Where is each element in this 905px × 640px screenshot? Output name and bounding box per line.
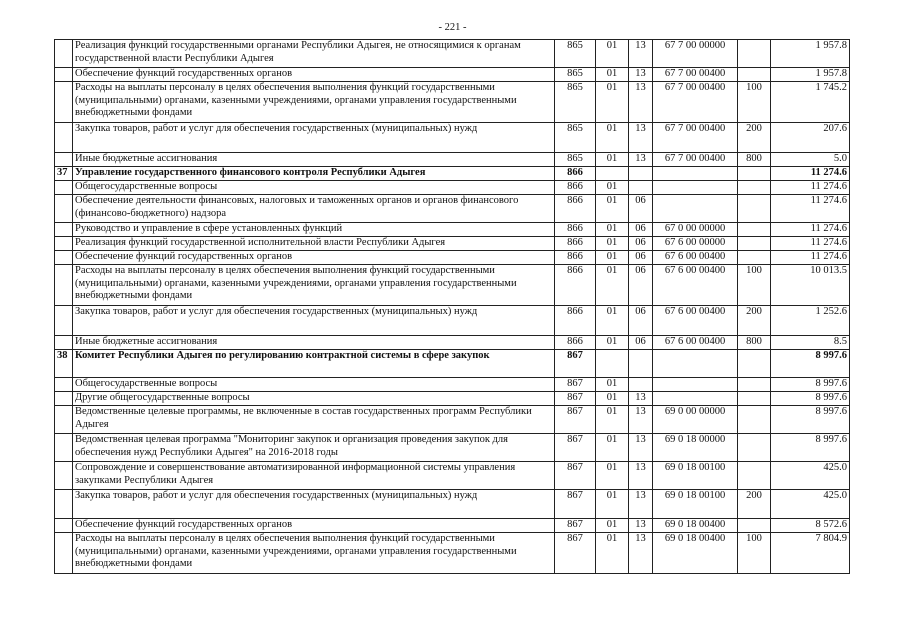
target-article-code-cell: 69 0 00 00000 (653, 406, 738, 434)
expense-name-cell: Расходы на выплаты персоналу в целях обеспечения выполнения функций государственными (муниципальными) органами, казенными учреждениями, органами управления государственными внебюджетными фондами (73, 265, 555, 306)
expense-type-code-cell: 200 (738, 490, 771, 519)
table-row (55, 123, 850, 153)
subsection-code-cell: 13 (629, 519, 653, 533)
target-article-code-cell: 67 6 00 00400 (653, 251, 738, 265)
expense-type-code-cell (738, 237, 771, 251)
expense-name-cell: Расходы на выплаты персоналу в целях обеспечения выполнения функций государственными (муниципальными) органами, казенными учреждениями, органами управления государственными внебюджетными фондами (73, 82, 555, 123)
section-code-cell: 01 (596, 265, 629, 306)
section-code-cell: 01 (596, 181, 629, 195)
amount-cell: 11 274.6 (771, 251, 850, 265)
expense-name-cell: Сопровождение и совершенствование автоматизированной информационной системы управления закупками Республики Адыгея (73, 462, 555, 490)
expense-name-cell: Закупка товаров, работ и услуг для обеспечения государственных (муниципальных) нужд (73, 490, 555, 519)
table-row (55, 350, 850, 378)
table-row (55, 195, 850, 223)
department-code-cell: 866 (555, 167, 596, 181)
table-row (55, 237, 850, 251)
subsection-code-cell: 06 (629, 223, 653, 237)
amount-cell: 425.0 (771, 462, 850, 490)
subsection-code-cell: 13 (629, 123, 653, 153)
table-row (55, 378, 850, 392)
section-code-cell: 01 (596, 223, 629, 237)
department-code-cell: 865 (555, 123, 596, 153)
amount-cell: 11 274.6 (771, 223, 850, 237)
target-article-code-cell: 69 0 18 00400 (653, 533, 738, 574)
subsection-code-cell (629, 167, 653, 181)
target-article-code-cell: 67 6 00 00400 (653, 336, 738, 350)
amount-cell: 8.5 (771, 336, 850, 350)
expense-name-cell: Ведомственная целевая программа "Мониторинг закупок и организация проведения закупок для обеспечения нужд Республики Адыгея" на 2016-2018 годы (73, 434, 555, 462)
table-row (55, 68, 850, 82)
expense-type-code-cell (738, 251, 771, 265)
amount-cell: 5.0 (771, 153, 850, 167)
row-number-cell (55, 181, 73, 195)
section-code-cell: 01 (596, 40, 629, 68)
expense-type-code-cell (738, 195, 771, 223)
subsection-code-cell (629, 378, 653, 392)
row-number-cell (55, 462, 73, 490)
row-number-cell (55, 306, 73, 336)
row-number-cell (55, 533, 73, 574)
subsection-code-cell: 06 (629, 251, 653, 265)
table-row (55, 434, 850, 462)
subsection-code-cell: 06 (629, 195, 653, 223)
expense-name-cell: Реализация функций государственной исполнительной власти Республики Адыгея (73, 237, 555, 251)
amount-cell: 1 745.2 (771, 82, 850, 123)
row-number-cell (55, 68, 73, 82)
row-number-cell (55, 490, 73, 519)
department-code-cell: 865 (555, 68, 596, 82)
target-article-code-cell: 69 0 18 00000 (653, 434, 738, 462)
expense-type-code-cell (738, 350, 771, 378)
subsection-code-cell: 06 (629, 265, 653, 306)
department-code-cell: 865 (555, 40, 596, 68)
department-code-cell: 866 (555, 265, 596, 306)
expense-type-code-cell (738, 519, 771, 533)
section-code-cell: 01 (596, 336, 629, 350)
table-row (55, 251, 850, 265)
expense-type-code-cell (738, 462, 771, 490)
expense-type-code-cell: 200 (738, 306, 771, 336)
expense-type-code-cell: 100 (738, 265, 771, 306)
target-article-code-cell (653, 378, 738, 392)
amount-cell: 10 013.5 (771, 265, 850, 306)
table-row (55, 490, 850, 519)
table-row (55, 223, 850, 237)
expense-type-code-cell: 800 (738, 153, 771, 167)
budget-table-body (55, 40, 850, 574)
table-row (55, 336, 850, 350)
subsection-code-cell: 13 (629, 434, 653, 462)
department-code-cell: 866 (555, 223, 596, 237)
expense-type-code-cell (738, 406, 771, 434)
department-code-cell: 866 (555, 306, 596, 336)
expense-type-code-cell (738, 40, 771, 68)
department-code-cell: 867 (555, 462, 596, 490)
amount-cell: 425.0 (771, 490, 850, 519)
expense-type-code-cell (738, 181, 771, 195)
department-code-cell: 867 (555, 392, 596, 406)
section-code-cell: 01 (596, 434, 629, 462)
target-article-code-cell: 69 0 18 00400 (653, 519, 738, 533)
target-article-code-cell (653, 392, 738, 406)
section-code-cell: 01 (596, 82, 629, 123)
subsection-code-cell: 13 (629, 490, 653, 519)
subsection-code-cell: 06 (629, 237, 653, 251)
subsection-code-cell: 13 (629, 533, 653, 574)
target-article-code-cell: 67 7 00 00400 (653, 82, 738, 123)
target-article-code-cell: 67 7 00 00400 (653, 68, 738, 82)
target-article-code-cell (653, 195, 738, 223)
table-row (55, 153, 850, 167)
subsection-code-cell (629, 350, 653, 378)
subsection-code-cell: 13 (629, 462, 653, 490)
table-row (55, 462, 850, 490)
target-article-code-cell: 67 7 00 00000 (653, 40, 738, 68)
expense-name-cell: Обеспечение функций государственных органов (73, 68, 555, 82)
row-number-cell (55, 251, 73, 265)
target-article-code-cell (653, 350, 738, 378)
subsection-code-cell: 13 (629, 406, 653, 434)
row-number-cell (55, 40, 73, 68)
amount-cell: 1 957.8 (771, 40, 850, 68)
expense-type-code-cell: 800 (738, 336, 771, 350)
target-article-code-cell: 69 0 18 00100 (653, 490, 738, 519)
department-code-cell: 867 (555, 519, 596, 533)
row-number-cell (55, 336, 73, 350)
table-row (55, 181, 850, 195)
section-code-cell: 01 (596, 251, 629, 265)
target-article-code-cell: 69 0 18 00100 (653, 462, 738, 490)
section-code-cell: 01 (596, 153, 629, 167)
department-code-cell: 867 (555, 434, 596, 462)
row-number-cell (55, 406, 73, 434)
expense-type-code-cell (738, 167, 771, 181)
department-code-cell: 866 (555, 195, 596, 223)
target-article-code-cell: 67 6 00 00000 (653, 237, 738, 251)
table-row (55, 167, 850, 181)
subsection-code-cell: 13 (629, 68, 653, 82)
expense-type-code-cell: 200 (738, 123, 771, 153)
expense-type-code-cell (738, 434, 771, 462)
subsection-code-cell: 06 (629, 336, 653, 350)
row-number-cell (55, 153, 73, 167)
row-number-cell: 38 (55, 350, 73, 378)
section-code-cell: 01 (596, 378, 629, 392)
amount-cell: 11 274.6 (771, 181, 850, 195)
amount-cell: 11 274.6 (771, 195, 850, 223)
section-code-cell: 01 (596, 406, 629, 434)
amount-cell: 7 804.9 (771, 533, 850, 574)
table-row (55, 406, 850, 434)
row-number-cell (55, 237, 73, 251)
target-article-code-cell (653, 181, 738, 195)
department-code-cell: 867 (555, 378, 596, 392)
department-code-cell: 866 (555, 336, 596, 350)
table-row (55, 533, 850, 574)
row-number-cell (55, 265, 73, 306)
expense-name-cell: Общегосударственные вопросы (73, 181, 555, 195)
section-code-cell (596, 350, 629, 378)
subsection-code-cell (629, 181, 653, 195)
expense-type-code-cell: 100 (738, 82, 771, 123)
expense-name-cell: Другие общегосударственные вопросы (73, 392, 555, 406)
department-code-cell: 865 (555, 82, 596, 123)
amount-cell: 8 997.6 (771, 392, 850, 406)
target-article-code-cell: 67 7 00 00400 (653, 153, 738, 167)
expense-name-cell: Ведомственные целевые программы, не включенные в состав государственных программ Республики Адыгея (73, 406, 555, 434)
row-number-cell (55, 82, 73, 123)
expense-type-code-cell (738, 392, 771, 406)
table-row (55, 82, 850, 123)
expense-type-code-cell: 100 (738, 533, 771, 574)
expense-name-cell: Руководство и управление в сфере установленных функций (73, 223, 555, 237)
row-number-cell (55, 378, 73, 392)
department-code-cell: 867 (555, 406, 596, 434)
target-article-code-cell: 67 6 00 00400 (653, 306, 738, 336)
expense-name-cell: Закупка товаров, работ и услуг для обеспечения государственных (муниципальных) нужд (73, 123, 555, 153)
department-code-cell: 867 (555, 533, 596, 574)
expense-name-cell: Закупка товаров, работ и услуг для обеспечения государственных (муниципальных) нужд (73, 306, 555, 336)
expense-name-cell: Обеспечение функций государственных органов (73, 519, 555, 533)
section-code-cell: 01 (596, 195, 629, 223)
target-article-code-cell: 67 0 00 00000 (653, 223, 738, 237)
amount-cell: 8 997.6 (771, 434, 850, 462)
subsection-code-cell: 13 (629, 153, 653, 167)
expense-name-cell: Иные бюджетные ассигнования (73, 336, 555, 350)
department-code-cell: 866 (555, 181, 596, 195)
department-code-cell: 866 (555, 237, 596, 251)
section-code-cell: 01 (596, 392, 629, 406)
budget-table (54, 39, 850, 574)
expense-name-cell: Обеспечение деятельности финансовых, налоговых и таможенных органов и органов финансового (финансово-бюджетного) надзора (73, 195, 555, 223)
table-row (55, 40, 850, 68)
row-number-cell (55, 519, 73, 533)
page-number: - 221 - (438, 22, 467, 33)
amount-cell: 8 997.6 (771, 406, 850, 434)
row-number-cell (55, 434, 73, 462)
target-article-code-cell: 67 6 00 00400 (653, 265, 738, 306)
expense-type-code-cell (738, 223, 771, 237)
expense-name-cell: Общегосударственные вопросы (73, 378, 555, 392)
amount-cell: 207.6 (771, 123, 850, 153)
expense-name-cell: Комитет Республики Адыгея по регулированию контрактной системы в сфере закупок (73, 350, 555, 378)
expense-name-cell: Реализация функций государственными органами Республики Адыгея, не относящимися к органам государственной власти Республики Адыгея (73, 40, 555, 68)
section-code-cell: 01 (596, 490, 629, 519)
section-code-cell: 01 (596, 306, 629, 336)
table-row (55, 519, 850, 533)
expense-name-cell: Иные бюджетные ассигнования (73, 153, 555, 167)
department-code-cell: 867 (555, 490, 596, 519)
expense-name-cell: Управление государственного финансового контроля Республики Адыгея (73, 167, 555, 181)
subsection-code-cell: 13 (629, 392, 653, 406)
table-row (55, 392, 850, 406)
section-code-cell (596, 167, 629, 181)
row-number-cell (55, 392, 73, 406)
expense-type-code-cell (738, 378, 771, 392)
section-code-cell: 01 (596, 462, 629, 490)
amount-cell: 8 997.6 (771, 350, 850, 378)
amount-cell: 11 274.6 (771, 167, 850, 181)
department-code-cell: 865 (555, 153, 596, 167)
expense-type-code-cell (738, 68, 771, 82)
target-article-code-cell: 67 7 00 00400 (653, 123, 738, 153)
section-code-cell: 01 (596, 68, 629, 82)
amount-cell: 8 572.6 (771, 519, 850, 533)
expense-name-cell: Расходы на выплаты персоналу в целях обеспечения выполнения функций государственными (муниципальными) органами, казенными учреждениями, органами управления государственными внебюджетными фондами (73, 533, 555, 574)
table-row (55, 265, 850, 306)
row-number-cell: 37 (55, 167, 73, 181)
subsection-code-cell: 13 (629, 40, 653, 68)
section-code-cell: 01 (596, 519, 629, 533)
department-code-cell: 866 (555, 251, 596, 265)
expense-name-cell: Обеспечение функций государственных органов (73, 251, 555, 265)
amount-cell: 1 252.6 (771, 306, 850, 336)
subsection-code-cell: 06 (629, 306, 653, 336)
row-number-cell (55, 123, 73, 153)
department-code-cell: 867 (555, 350, 596, 378)
section-code-cell: 01 (596, 237, 629, 251)
section-code-cell: 01 (596, 533, 629, 574)
amount-cell: 1 957.8 (771, 68, 850, 82)
amount-cell: 11 274.6 (771, 237, 850, 251)
subsection-code-cell: 13 (629, 82, 653, 123)
row-number-cell (55, 195, 73, 223)
row-number-cell (55, 223, 73, 237)
section-code-cell: 01 (596, 123, 629, 153)
target-article-code-cell (653, 167, 738, 181)
amount-cell: 8 997.6 (771, 378, 850, 392)
table-row (55, 306, 850, 336)
